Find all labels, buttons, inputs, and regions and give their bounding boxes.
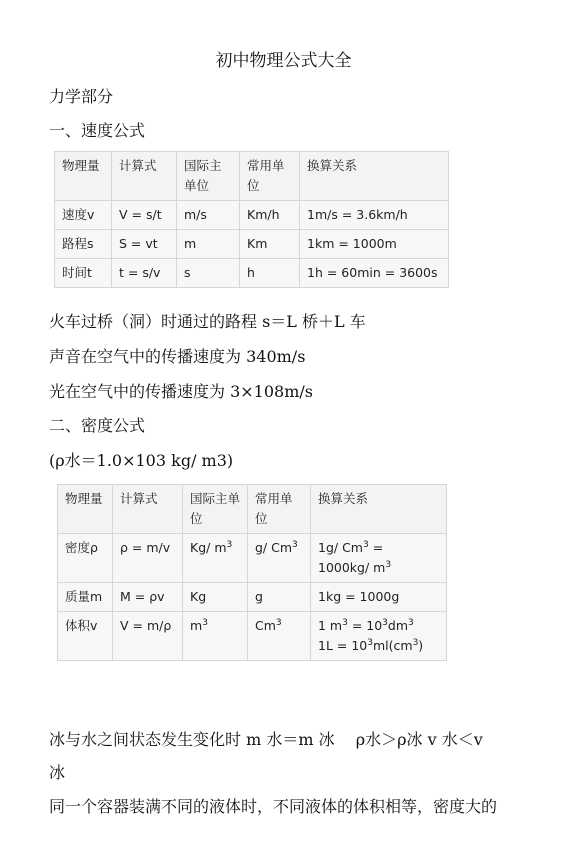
unit-text: Cm xyxy=(255,618,276,633)
table-cell: 质量m xyxy=(58,583,113,612)
table-cell: Kg xyxy=(183,583,248,612)
ice-water-text: 冰与水之间状态发生变化时 m 水＝m 冰 ρ水＞ρ冰 v 水＜v xyxy=(49,730,483,749)
table-cell: 路程s xyxy=(55,230,112,259)
table-cell: m/s xyxy=(177,201,240,230)
table-cell: 时间t xyxy=(55,259,112,288)
density-table xyxy=(57,484,447,661)
density-heading: 二、密度公式 xyxy=(49,416,146,435)
table-cell: V = m/ρ xyxy=(113,612,183,661)
table-header-row xyxy=(58,485,447,534)
conversion-line xyxy=(318,558,439,578)
table-cell xyxy=(311,612,447,661)
sound-speed-text: 声音在空气中的传播速度为 340m/s xyxy=(49,347,306,366)
table-cell: V = s/t xyxy=(112,201,177,230)
conversion-text: = xyxy=(368,540,384,555)
table-cell: Km/h xyxy=(240,201,300,230)
speed-heading: 一、速度公式 xyxy=(49,121,146,140)
conversion-text: = 10 xyxy=(347,618,383,633)
table-cell: s xyxy=(177,259,240,288)
header-cell: 换算关系 xyxy=(311,485,447,534)
exponent: 3 xyxy=(292,539,298,550)
table-cell xyxy=(311,534,447,583)
table-row xyxy=(55,259,449,288)
conversion-line xyxy=(318,538,439,558)
header-cell: 换算关系 xyxy=(300,152,449,201)
table-cell: t = s/v xyxy=(112,259,177,288)
exponent: 3 xyxy=(408,617,414,628)
table-cell: Km xyxy=(240,230,300,259)
header-cell: 计算式 xyxy=(113,485,183,534)
conversion-line xyxy=(318,616,439,636)
exponent: 3 xyxy=(342,617,348,628)
header-cell: 国际主单位 xyxy=(183,485,248,534)
table-cell: 1kg = 1000g xyxy=(311,583,447,612)
conversion-text: ) xyxy=(418,638,424,653)
unit-text: Kg/ m xyxy=(190,540,227,555)
table-row xyxy=(58,534,447,583)
exponent: 3 xyxy=(275,617,282,628)
table-row xyxy=(58,612,447,661)
header-cell: 国际主单位 xyxy=(177,152,240,201)
table-cell: ρ = m/v xyxy=(113,534,183,583)
table-cell: m xyxy=(177,230,240,259)
table-cell xyxy=(183,612,248,661)
exponent: 3 xyxy=(367,637,373,648)
table-cell xyxy=(248,534,311,583)
table-cell xyxy=(248,612,311,661)
speed-table xyxy=(54,151,449,288)
conversion-line xyxy=(318,636,439,656)
header-cell: 计算式 xyxy=(112,152,177,201)
exponent: 3 xyxy=(382,617,388,628)
unit-text: g/ Cm xyxy=(255,540,293,555)
conversion-text: 1g/ Cm xyxy=(318,540,363,555)
light-speed-text: 光在空气中的传播速度为 3×108m/s xyxy=(49,382,313,401)
ice-water-text-continued: 冰 xyxy=(49,763,66,782)
exponent: 3 xyxy=(412,637,419,648)
conversion-text: 1L = 10 xyxy=(318,638,368,653)
table-cell: h xyxy=(240,259,300,288)
table-cell xyxy=(183,534,248,583)
header-cell: 物理量 xyxy=(55,152,112,201)
conversion-text: 1 m xyxy=(318,618,343,633)
unit-text: m xyxy=(190,618,203,633)
document-title: 初中物理公式大全 xyxy=(215,51,352,71)
header-cell: 物理量 xyxy=(58,485,113,534)
table-cell: 密度ρ xyxy=(58,534,113,583)
table-cell: S = vt xyxy=(112,230,177,259)
conversion-text: dm xyxy=(387,618,409,633)
table-cell: 1h = 60min = 3600s xyxy=(300,259,449,288)
table-cell: 速度v xyxy=(55,201,112,230)
exponent: 3 xyxy=(226,539,233,550)
conversion-text: 1000kg/ m xyxy=(318,560,386,575)
exponent: 3 xyxy=(202,617,208,628)
table-cell: g xyxy=(248,583,311,612)
table-cell: M = ρv xyxy=(113,583,183,612)
table-cell: 体积v xyxy=(58,612,113,661)
water-density-text: (ρ水＝1.0×103 kg/ m3) xyxy=(49,451,234,470)
section-heading: 力学部分 xyxy=(49,87,114,106)
train-bridge-text: 火车过桥（洞）时通过的路程 s＝L 桥＋L 车 xyxy=(49,312,366,331)
header-cell: 常用单位 xyxy=(240,152,300,201)
table-cell: 1km = 1000m xyxy=(300,230,449,259)
conversion-text: ml(cm xyxy=(372,638,413,653)
table-row xyxy=(58,583,447,612)
table-row xyxy=(55,230,449,259)
table-cell: 1m/s = 3.6km/h xyxy=(300,201,449,230)
table-header-row xyxy=(55,152,449,201)
exponent: 3 xyxy=(362,539,369,550)
container-text: 同一个容器装满不同的液体时，不同液体的体积相等，密度大的 xyxy=(49,797,498,816)
exponent: 3 xyxy=(385,559,392,570)
table-row xyxy=(55,201,449,230)
header-cell: 常用单位 xyxy=(248,485,311,534)
